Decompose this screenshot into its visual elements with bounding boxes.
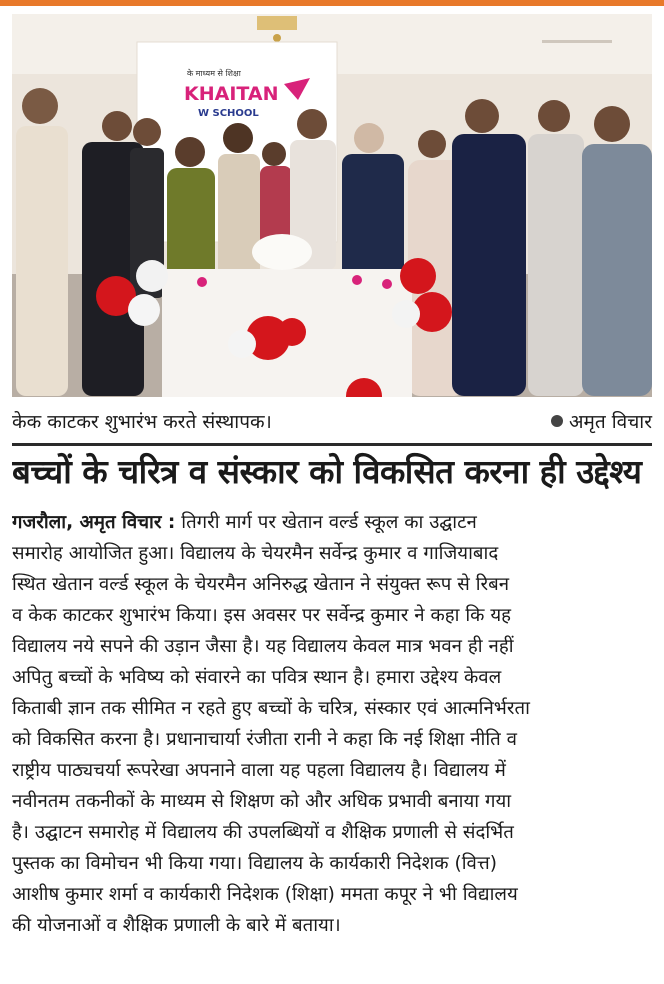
article-line: व केक काटकर शुभारंभ किया। इस अवसर पर सर्वेन्द्र कुमार ने कहा कि यह xyxy=(12,605,512,626)
article-line xyxy=(12,507,652,538)
article-body xyxy=(12,507,652,941)
article-line-text: तिगरी मार्ग पर खेतान वर्ल्ड स्कूल का उद्घाटन xyxy=(175,512,477,533)
banner-subtitle: W SCHOOL xyxy=(198,108,259,119)
article-line: समारोह आयोजित हुआ। विद्यालय के चेयरमैन सर्वेन्द्र कुमार व गाजियाबाद xyxy=(12,543,499,564)
photo-credit-label: अमृत विचार xyxy=(569,411,652,433)
article-line: है। उद्घाटन समारोह में विद्यालय की उपलब्धियों व शैक्षिक प्रणाली से संदर्भित xyxy=(12,822,514,843)
article-line: को विकसित करना है। प्रधानाचार्या रंजीता रानी ने कहा कि नई शिक्षा नीति व xyxy=(12,729,517,750)
article-line: नवीनतम तकनीकों के माध्यम से शिक्षण को और अधिक प्रभावी बनाया गया xyxy=(12,791,512,812)
article-line: अपितु बच्चों के भविष्य को संवारने का पवित्र स्थान है। हमारा उद्देश्य केवल xyxy=(12,667,502,688)
photo-caption: केक काटकर शुभारंभ करते संस्थापक। xyxy=(12,411,272,433)
article-line: पुस्तक का विमोचन भी किया गया। विद्यालय के कार्यकारी निदेशक (वित्त) xyxy=(12,853,497,874)
article-line: विद्यालय नये सपने की उड़ान जैसा है। यह विद्यालय केवल मात्र भवन ही नहीं xyxy=(12,636,514,657)
headline: बच्चों के चरित्र व संस्कार को विकसित करना ही उद्देश्य xyxy=(12,452,642,491)
banner-title: KHAITAN xyxy=(184,83,279,105)
article-dateline: गजरौला, अमृत विचार : xyxy=(12,512,176,533)
event-photo xyxy=(12,14,652,397)
photo-credit xyxy=(551,408,652,434)
article-line: की योजनाओं व शैक्षिक प्रणाली के बारे में बताया। xyxy=(12,915,341,936)
top-accent-strip xyxy=(0,0,664,6)
article-line: आशीष कुमार शर्मा व कार्यकारी निदेशक (शिक्षा) ममता कपूर ने भी विद्यालय xyxy=(12,884,518,905)
article-line: राष्ट्रीय पाठ्यचर्या रूपरेखा अपनाने वाला यह पहला विद्यालय है। विद्यालय में xyxy=(12,760,506,781)
article-line: किताबी ज्ञान तक सीमित न रहते हुए बच्चों के चरित्र, संस्कार एवं आत्मनिर्भरता xyxy=(12,698,530,719)
headline-rule xyxy=(12,443,652,446)
photo-caption-row xyxy=(12,404,652,438)
banner-small-text: के माध्यम से शिक्षा xyxy=(187,69,241,78)
bullet-icon xyxy=(551,415,563,427)
article-line: स्थित खेतान वर्ल्ड स्कूल के चेयरमैन अनिरुद्ध खेतान ने संयुक्त रूप से रिबन xyxy=(12,574,510,595)
